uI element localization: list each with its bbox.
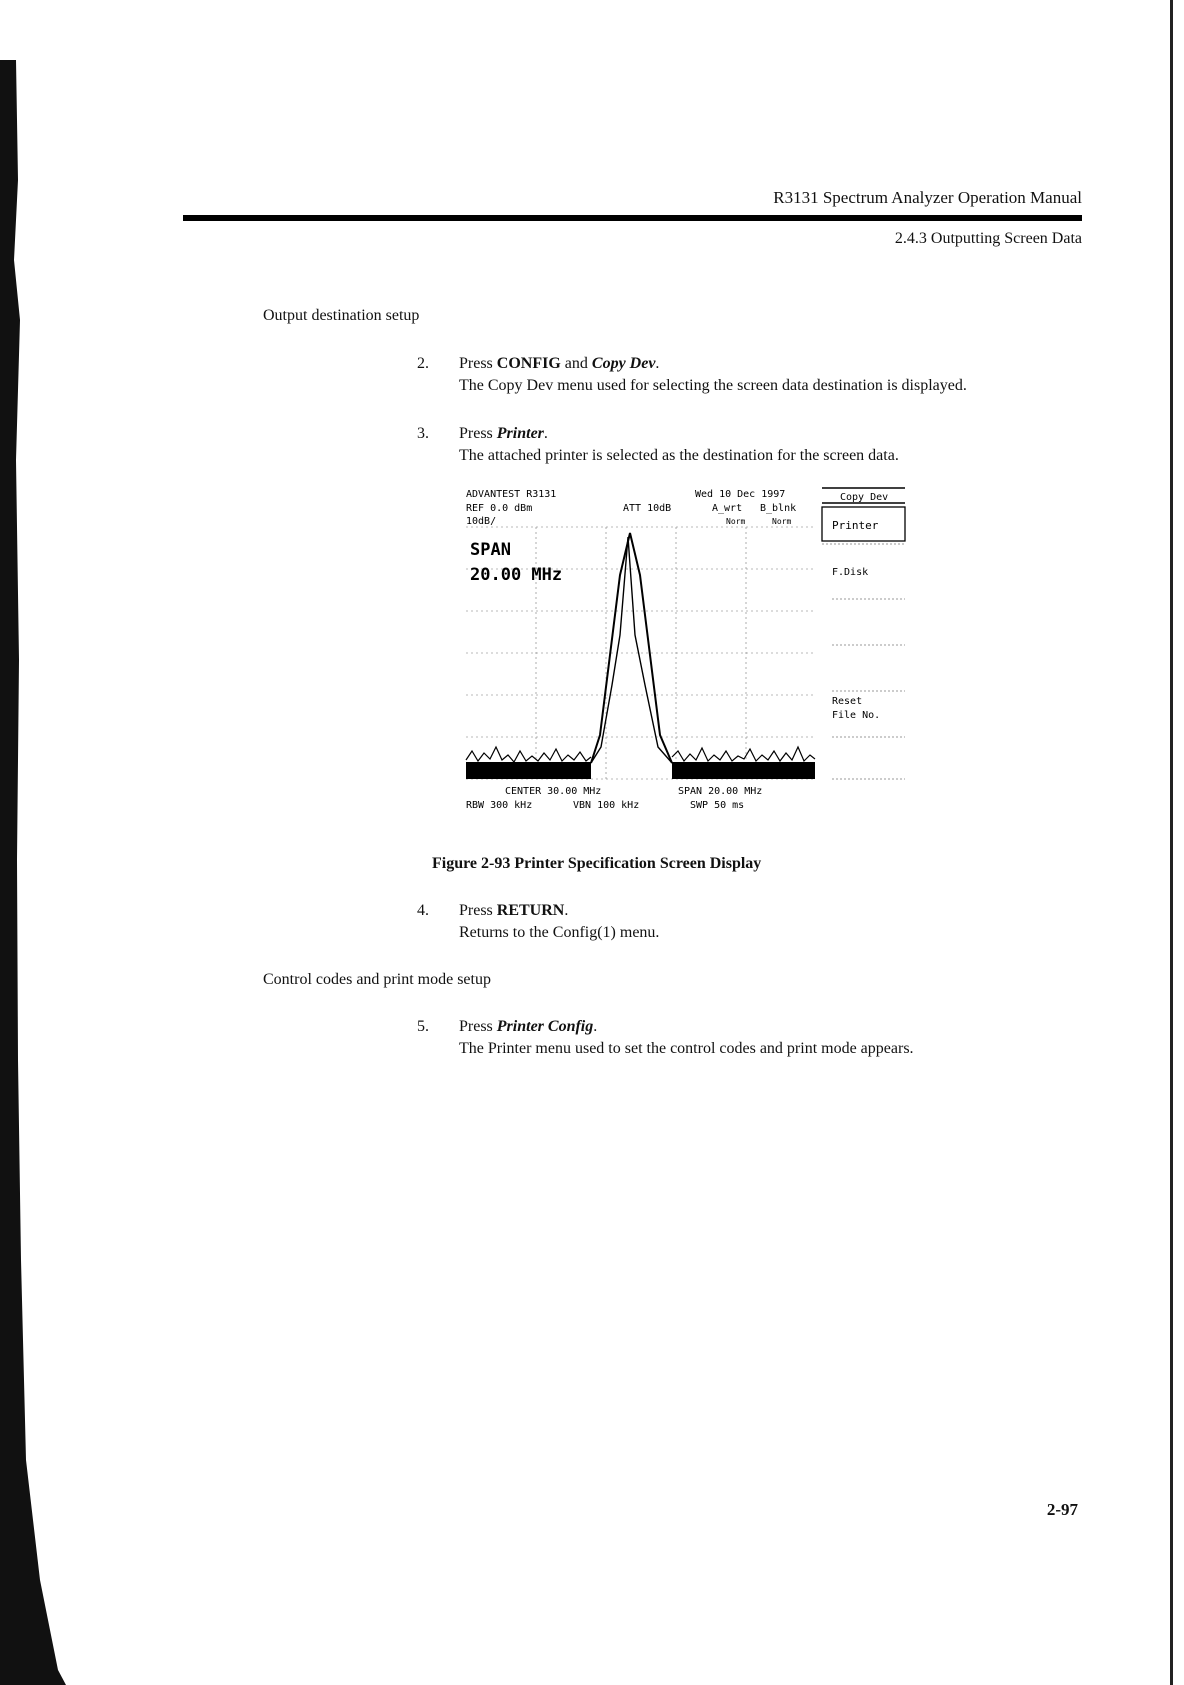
signal-peak-trace <box>591 533 672 763</box>
softkey-reset-file-no-line2: File No. <box>832 710 881 721</box>
scan-edge-artifact <box>0 60 70 1685</box>
softkey-menu <box>822 488 905 779</box>
screen-model: ADVANTEST R3131 <box>466 489 557 500</box>
screen-span: SPAN 20.00 MHz <box>678 786 763 797</box>
figure-caption: Figure 2-93 Printer Specification Screen Display <box>432 855 762 872</box>
key-return: RETURN <box>496 902 565 919</box>
running-header-section: 2.4.3 Outputting Screen Data <box>894 230 1082 247</box>
active-function-label: SPAN <box>470 540 511 560</box>
screen-center-freq: CENTER 30.00 MHz <box>505 786 602 797</box>
softkey-reset-file-no: Reset <box>832 696 863 707</box>
analyzer-screen-figure <box>460 485 910 825</box>
step-instruction: Press Printer Config. <box>459 1018 598 1035</box>
step-instruction: Press Printer. <box>459 425 548 442</box>
step-instruction: Press RETURN. <box>459 902 569 919</box>
step-number: 5. <box>417 1018 429 1035</box>
softkey-copy-dev: Copy Dev <box>591 355 656 372</box>
scan-right-edge <box>1170 0 1173 1685</box>
noise-floor <box>466 762 815 779</box>
softkey-printer: Printer <box>496 425 544 442</box>
step-instruction: Press CONFIG and Copy Dev. <box>459 355 660 372</box>
screen-scale: 10dB/ <box>466 516 497 527</box>
softkey-fdisk: F.Disk <box>832 567 869 578</box>
section-heading-control-codes: Control codes and print mode setup <box>263 971 491 988</box>
header-rule <box>183 215 1082 221</box>
step-number: 2. <box>417 355 429 372</box>
screen-trace-a-mode: Norm <box>726 517 746 526</box>
screen-vbw: VBN 100 kHz <box>573 800 640 811</box>
screen-trace-a: A_wrt <box>712 503 743 514</box>
screen-trace-b-mode: Norm <box>772 517 792 526</box>
noise-floor-edge <box>466 747 591 762</box>
softkey-printer-config: Printer Config <box>496 1018 594 1035</box>
softkey-printer-selected: Printer <box>832 519 879 532</box>
step-description: The attached printer is selected as the destination for the screen data. <box>459 447 899 464</box>
screen-date: Wed 10 Dec 1997 <box>695 489 786 500</box>
screen-trace-b: B_blnk <box>760 503 797 514</box>
section-heading-output-destination: Output destination setup <box>263 307 420 324</box>
step-description: The Printer menu used to set the control codes and print mode appears. <box>459 1040 914 1057</box>
screen-ref-level: REF 0.0 dBm <box>466 503 533 514</box>
step-description: Returns to the Config(1) menu. <box>459 924 660 941</box>
screen-rbw: RBW 300 kHz <box>466 800 533 811</box>
running-header-title: R3131 Spectrum Analyzer Operation Manual <box>773 188 1082 207</box>
softkey-menu-title: Copy Dev <box>840 492 889 503</box>
key-config: CONFIG <box>496 355 561 372</box>
active-function-value: 20.00 MHz <box>470 565 563 585</box>
page-number: 2-97 <box>1046 1500 1078 1519</box>
step-number: 3. <box>417 425 429 442</box>
screen-sweep-time: SWP 50 ms <box>690 800 745 811</box>
step-number: 4. <box>417 902 429 919</box>
step-description: The Copy Dev menu used for selecting the screen data destination is displayed. <box>459 377 967 394</box>
screen-att: ATT 10dB <box>623 503 672 514</box>
